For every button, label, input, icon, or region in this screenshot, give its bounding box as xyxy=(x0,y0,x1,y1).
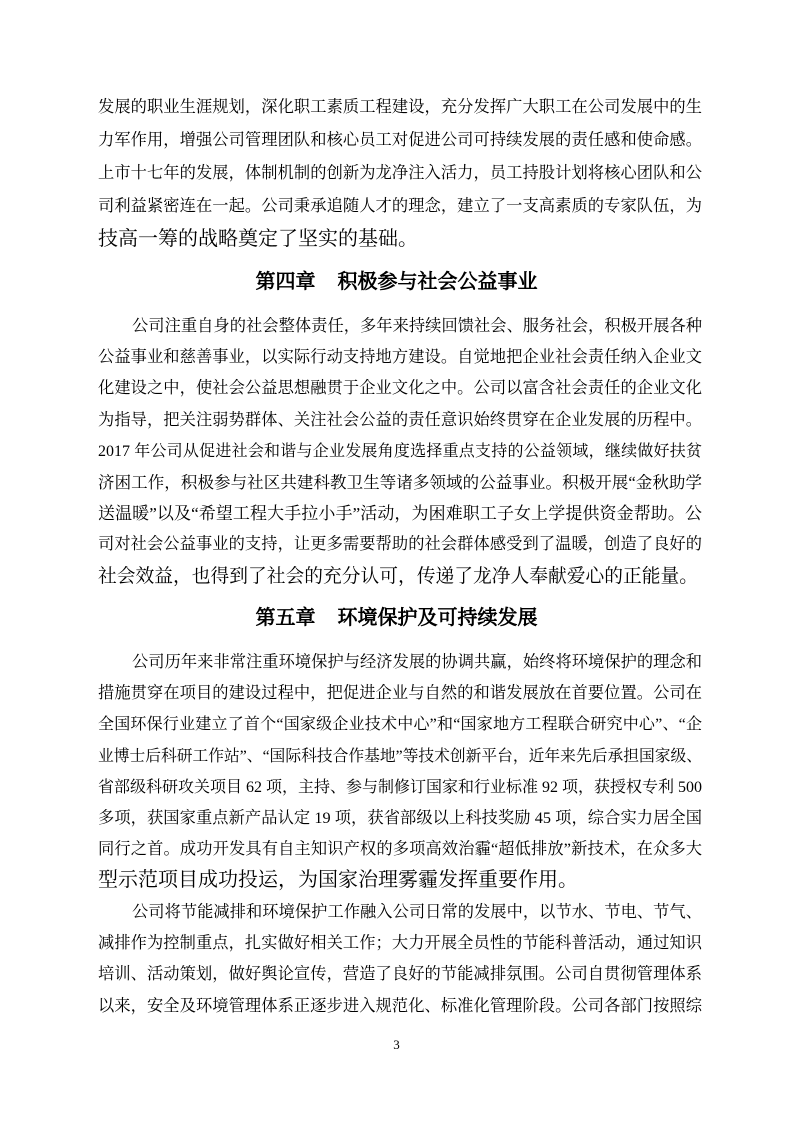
page-number: 3 xyxy=(393,1037,400,1052)
paragraph-public-welfare xyxy=(98,311,702,592)
text-line: 力军作用，增强公司管理团队和核心员工对促进公司可持续发展的责任感和使命感。 xyxy=(98,131,702,149)
text-line: 公司历年来非常注重环境保护与经济发展的协调共赢，始终将环境保护的理念和 xyxy=(132,653,702,671)
chapter-title: 积极参与社会公益事业 xyxy=(337,269,538,293)
text-line: 济困工作，积极参与社区共建科教卫生等诸多领域的公益事业。积极开展“金秋助学 xyxy=(98,473,702,493)
text-line: 型示范项目成功投运，为国家治理雾霾发挥重要作用。 xyxy=(98,869,578,892)
text-line: 多项，获国家重点新产品认定 19 项，获省部级以上科技奖励 45 项，综合实力居全国 xyxy=(98,809,702,828)
chapter-number: 第五章 xyxy=(255,605,316,629)
paragraph-environment xyxy=(98,647,702,897)
text-line: 业博士后科研工作站”、“国际科技合作基地”等技术创新平台，近年来先后承担国家级、 xyxy=(98,747,702,765)
chapter-number: 第四章 xyxy=(255,269,316,293)
text-line: 措施贯穿在项目的建设过程中，把促进企业与自然的和谐发展放在首要位置。公司在 xyxy=(98,684,702,703)
text-line: 2017 年公司从促进社会和谐与企业发展角度选择重点支持的公益领域，继续做好扶贫 xyxy=(98,442,702,460)
text-line: 为指导，把关注弱势群体、关注社会公益的责任意识始终贯穿在企业发展的历程中。 xyxy=(98,410,702,429)
text-line: 上市十七年的发展，体制机制的创新为龙净注入活力，员工持股计划将核心团队和公 xyxy=(98,164,702,182)
paragraph-talent xyxy=(98,91,702,256)
chapter-5-heading xyxy=(0,602,793,632)
text-line: 省部级科研攻关项目 62 项，主持、参与制修订国家和行业标准 92 项，获授权专利 500 xyxy=(98,778,703,796)
text-line: 司对社会公益事业的支持，让更多需要帮助的社会群体感受到了温暖，创造了良好的 xyxy=(98,535,702,554)
text-line: 技高一筹的战略奠定了坚实的基础。 xyxy=(98,228,418,250)
chapter-4-heading xyxy=(0,266,793,296)
text-line: 公益事业和慈善事业，以实际行动支持地方建设。自觉地把企业社会责任纳入企业文 xyxy=(98,348,702,367)
text-line: 同行之首。成功开发具有自主知识产权的多项高效治霾“超低排放”新技术，在众多大 xyxy=(98,840,702,859)
text-line: 培训、活动策划，做好舆论宣传，营造了良好的节能减排氛围。公司自贯彻管理体系 xyxy=(98,965,702,984)
text-line: 发展的职业生涯规划，深化职工素质工程建设，充分发挥广大职工在公司发展中的生 xyxy=(98,98,702,116)
text-line: 司利益紧密连在一起。公司秉承追随人才的理念，建立了一支高素质的专家队伍，为 xyxy=(98,197,702,215)
text-line: 公司注重自身的社会整体责任，多年来持续回馈社会、服务社会，积极开展各种 xyxy=(132,317,702,335)
paragraph-energy-saving xyxy=(98,897,702,1022)
text-line: 化建设之中，使社会公益思想融贯于企业文化之中。公司以富含社会责任的企业文化 xyxy=(98,379,702,398)
text-line: 公司将节能减排和环境保护工作融入公司日常的发展中，以节水、节电、节气、 xyxy=(132,903,702,921)
text-line: 送温暖”以及“希望工程大手拉小手”活动，为困难职工子女上学提供资金帮助。公 xyxy=(98,504,702,524)
chapter-title: 环境保护及可持续发展 xyxy=(337,605,538,629)
text-line: 以来，安全及环境管理体系正逐步进入规范化、标准化管理阶段。公司各部门按照综 xyxy=(98,996,702,1015)
text-line: 全国环保行业建立了首个“国家级企业技术中心”和“国家地方工程联合研究中心”、“企 xyxy=(98,716,702,734)
text-line: 减排作为控制重点，扎实做好相关工作；大力开展全员性的节能科普活动，通过知识 xyxy=(98,934,702,953)
text-line: 社会效益，也得到了社会的充分认可，传递了龙净人奉献爱心的正能量。 xyxy=(98,565,698,587)
